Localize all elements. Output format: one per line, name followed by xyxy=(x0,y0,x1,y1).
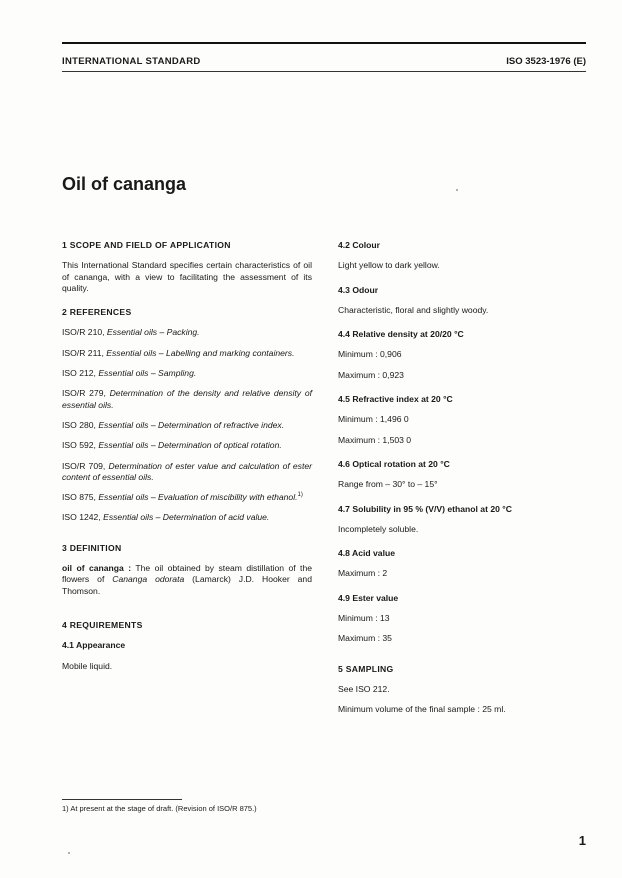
density-max: Maximum : 0,923 xyxy=(338,369,404,380)
reference-item: ISO 1242, Essential oils – Determination of acid value. xyxy=(62,512,270,523)
subsection-4-9-heading: 4.9 Ester value xyxy=(338,592,399,603)
section-1-heading: 1 SCOPE AND FIELD OF APPLICATION xyxy=(62,240,231,250)
acid-value-max: Maximum : 2 xyxy=(338,568,388,579)
right-column xyxy=(338,240,588,725)
section-4-heading: 4 REQUIREMENTS xyxy=(62,619,143,630)
reference-item: ISO/R 709, Determination of ester value and calculation of ester content of essential oils. xyxy=(62,460,313,482)
subsection-4-6-heading: 4.6 Optical rotation at 20 °C xyxy=(338,458,450,469)
section-1-text: This International Standard specifies certain characteristics of oil of cananga, with a view to facilitating the assessment of its quality. xyxy=(62,260,312,293)
footnote-marker: 1) xyxy=(297,492,303,499)
reference-item: ISO 280, Essential oils – Determination of refractive index. xyxy=(62,419,285,430)
subsection-4-7-heading: 4.7 Solubility in 95 % (V/V) ethanol at 20 °C xyxy=(338,503,512,514)
subsection-4-3-heading: 4.3 Odour xyxy=(338,284,379,295)
subsection-4-2-heading: 4.2 Colour xyxy=(338,240,381,250)
header-standard-number: ISO 3523-1976 (E) xyxy=(506,56,586,67)
refractive-min: Minimum : 1,496 0 xyxy=(338,414,409,425)
density-min: Minimum : 0,906 xyxy=(338,349,402,360)
solubility-text: Incompletely soluble. xyxy=(338,523,419,534)
reference-item: ISO/R 211, Essential oils – Labelling and marking containers. xyxy=(62,347,295,358)
section-2-heading: 2 REFERENCES xyxy=(62,307,132,318)
refractive-max: Maximum : 1,503 0 xyxy=(338,434,412,445)
subsection-4-4-heading: 4.4 Relative density at 20/20 °C xyxy=(338,329,464,340)
section-3-heading: 3 DEFINITION xyxy=(62,542,122,553)
ester-value-min: Minimum : 13 xyxy=(338,613,390,624)
scan-speck xyxy=(68,852,70,854)
definition-text: oil of cananga : The oil obtained by steam distillation of the flowers of Cananga odorata (Lamarck) J.D. Hooker and Thomson. xyxy=(62,563,313,596)
subsection-4-5-heading: 4.5 Refractive index at 20 °C xyxy=(338,394,453,405)
reference-item: ISO 212, Essential oils – Sampling. xyxy=(62,368,197,379)
page-title: Oil of cananga xyxy=(62,174,187,194)
odour-text: Characteristic, floral and slightly woody. xyxy=(338,304,489,315)
subsection-4-8-heading: 4.8 Acid value xyxy=(338,548,396,559)
reference-item: ISO 592, Essential oils – Determination of optical rotation. xyxy=(62,440,282,451)
reference-item: ISO/R 210, Essential oils – Packing. xyxy=(62,327,200,338)
ester-value-max: Maximum : 35 xyxy=(338,633,392,644)
header-rule xyxy=(62,71,586,72)
colour-text: Light yellow to dark yellow. xyxy=(338,260,440,271)
left-column xyxy=(62,240,312,681)
sampling-reference: See ISO 212. xyxy=(338,683,390,694)
page-number: 1 xyxy=(578,833,586,848)
optical-rotation-range: Range from – 30° to – 15° xyxy=(338,479,438,490)
reference-item: ISO 875, Essential oils – Evaluation of miscibility with ethanol.$^{1)}$ xyxy=(62,492,303,503)
top-rule xyxy=(62,42,586,44)
section-5-heading: 5 SAMPLING xyxy=(338,663,394,674)
scan-speck xyxy=(456,189,458,191)
sampling-volume: Minimum volume of the final sample : 25 ml. xyxy=(338,704,506,715)
reference-item: ISO/R 279, Determination of the density and relative density of essential oils. xyxy=(62,388,312,410)
footnote-rule xyxy=(62,799,182,800)
appearance-text: Mobile liquid. xyxy=(62,660,113,671)
subsection-4-1-heading: 4.1 Appearance xyxy=(62,640,126,651)
header-standard-label: INTERNATIONAL STANDARD xyxy=(62,56,201,67)
footnote: 1) At present at the stage of draft. (Revision of ISO/R 875.) xyxy=(62,804,257,813)
